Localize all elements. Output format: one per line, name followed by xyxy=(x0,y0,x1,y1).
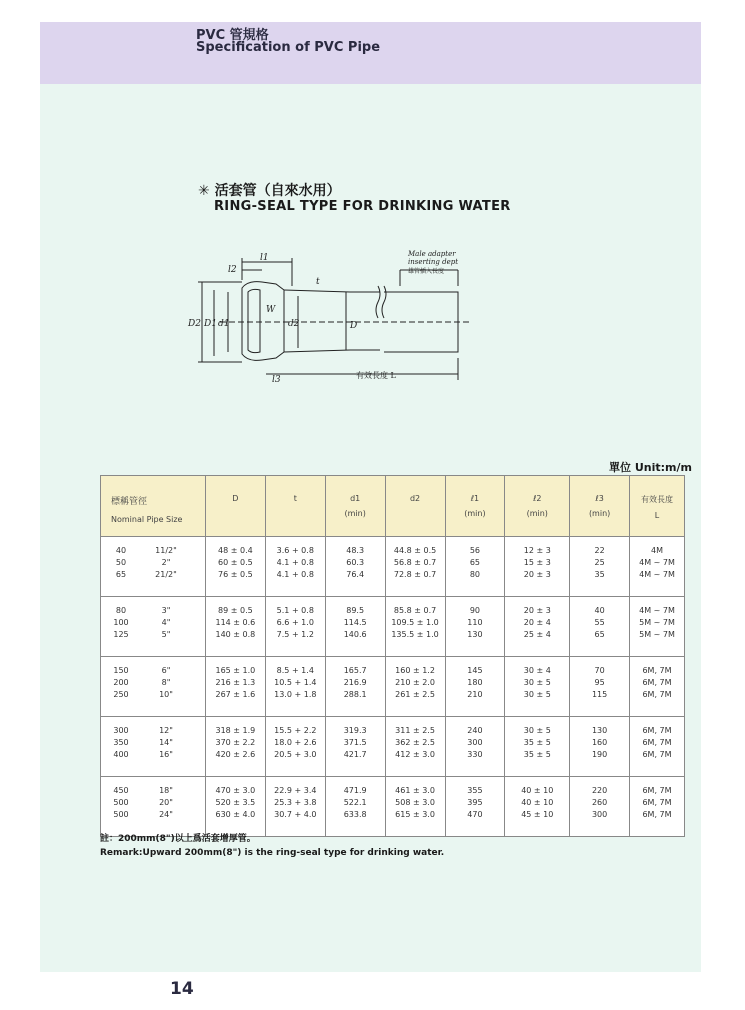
value-t: 18.0 + 2.6 xyxy=(274,738,317,747)
nominal-inch: 3" xyxy=(161,606,171,615)
value-l2: 20 ± 3 xyxy=(523,606,551,615)
header-D xyxy=(205,476,265,537)
value-L: 5M ~ 7M xyxy=(639,630,675,639)
label-D1: D1 xyxy=(204,319,217,329)
value-D: 165 ± 1.0 xyxy=(215,666,256,675)
value-t: 5.1 + 0.8 xyxy=(276,606,314,615)
value-d1: 522.1 xyxy=(343,798,367,807)
nominal-cell xyxy=(101,657,206,717)
nominal-mm: 50 xyxy=(115,558,127,567)
nominal-mm: 450 xyxy=(113,786,129,795)
value-t: 30.7 + 4.0 xyxy=(274,810,317,819)
cell-D xyxy=(205,657,265,717)
value-l2: 45 ± 10 xyxy=(521,810,554,819)
label-l1: l1 xyxy=(260,253,269,263)
header-L-label: L xyxy=(654,511,660,520)
value-d1: 471.9 xyxy=(343,786,367,795)
value-D: 114 ± 0.6 xyxy=(215,618,256,627)
value-l3: 130 xyxy=(591,726,608,735)
value-D: 520 ± 3.5 xyxy=(215,798,256,807)
value-d1: 48.3 xyxy=(346,546,365,555)
header-L xyxy=(630,476,685,537)
cell-d1 xyxy=(325,657,385,717)
value-l3: 115 xyxy=(591,690,608,699)
value-t: 25.3 + 3.8 xyxy=(274,798,317,807)
value-d1: 216.9 xyxy=(343,678,367,687)
value-D: 420 ± 2.6 xyxy=(215,750,256,759)
value-l1: 56 xyxy=(469,546,481,555)
cell-t xyxy=(265,717,325,777)
value-d2: 508 ± 3.0 xyxy=(395,798,435,807)
header-t xyxy=(265,476,325,537)
value-t: 20.5 + 3.0 xyxy=(274,750,317,759)
nominal-mm: 500 xyxy=(113,798,129,807)
cell-t xyxy=(265,657,325,717)
value-d1: 165.7 xyxy=(343,666,367,675)
value-L: 5M ~ 7M xyxy=(639,618,675,627)
value-d1: 140.6 xyxy=(343,630,367,639)
nominal-mm: 40 xyxy=(115,546,127,555)
header-title-zh: PVC 管規格 xyxy=(196,28,269,43)
value-L: 4M ~ 7M xyxy=(639,570,675,579)
table-row xyxy=(101,537,685,597)
section-title-zh: ✳ 活套管（自來水用） xyxy=(198,183,341,199)
value-L: 6M, 7M xyxy=(642,786,672,795)
cell-L xyxy=(630,597,685,657)
cell-t xyxy=(265,777,325,837)
cell-d2 xyxy=(385,597,445,657)
label-male-adapter-zh: 雄管插入長度 xyxy=(408,268,445,275)
value-l1: 355 xyxy=(467,786,483,795)
cell-D xyxy=(205,597,265,657)
value-l1: 110 xyxy=(467,618,483,627)
cell-l2 xyxy=(505,657,570,717)
value-t: 7.5 + 1.2 xyxy=(276,630,314,639)
value-t: 6.6 + 1.0 xyxy=(276,618,314,627)
nominal-inch: 14" xyxy=(159,738,173,747)
nominal-mm: 500 xyxy=(113,810,129,819)
value-d2: 615 ± 3.0 xyxy=(395,810,435,819)
value-l1: 80 xyxy=(469,570,481,579)
cell-l3 xyxy=(570,777,630,837)
value-d2: 412 ± 3.0 xyxy=(395,750,435,759)
header-l2 xyxy=(505,476,570,537)
value-l1: 180 xyxy=(467,678,483,687)
value-d2: 311 ± 2.5 xyxy=(395,726,435,735)
value-d2: 461 ± 3.0 xyxy=(395,786,435,795)
nominal-inch: 8" xyxy=(161,678,171,687)
value-l2: 40 ± 10 xyxy=(521,798,554,807)
nominal-inch: 24" xyxy=(159,810,173,819)
label-t: t xyxy=(316,277,320,287)
table-row xyxy=(101,777,685,837)
value-D: 318 ± 1.9 xyxy=(215,726,256,735)
value-L: 6M, 7M xyxy=(642,810,672,819)
nominal-mm: 200 xyxy=(113,678,129,687)
header-D-label: D xyxy=(232,494,239,503)
value-d2: 72.8 ± 0.7 xyxy=(393,570,437,579)
nominal-inch: 16" xyxy=(159,750,173,759)
cell-d2 xyxy=(385,657,445,717)
value-L: 6M, 7M xyxy=(642,690,672,699)
header-d1 xyxy=(325,476,385,537)
value-d2: 362 ± 2.5 xyxy=(395,738,435,747)
value-D: 76 ± 0.5 xyxy=(218,570,253,579)
value-d1: 288.1 xyxy=(343,690,367,699)
value-l2: 25 ± 4 xyxy=(523,630,551,639)
cell-t xyxy=(265,597,325,657)
value-t: 3.6 + 0.8 xyxy=(276,546,314,555)
nominal-inch: 4" xyxy=(161,618,171,627)
value-l3: 35 xyxy=(594,570,605,579)
header-l3-label: ℓ3 xyxy=(595,494,604,503)
header-l3 xyxy=(570,476,630,537)
value-d2: 160 ± 1.2 xyxy=(395,666,435,675)
value-l2: 20 ± 3 xyxy=(523,570,551,579)
value-l1: 395 xyxy=(467,798,483,807)
value-L: 6M, 7M xyxy=(642,750,672,759)
nominal-mm: 150 xyxy=(113,666,129,675)
value-L: 6M, 7M xyxy=(642,666,672,675)
value-t: 8.5 + 1.4 xyxy=(276,666,314,675)
header-title-en: Specification of PVC Pipe xyxy=(196,40,381,55)
header-nominal-en: Nominal Pipe Size xyxy=(111,515,183,524)
label-d1: d1 xyxy=(218,319,230,329)
value-l1: 130 xyxy=(467,630,483,639)
cell-l2 xyxy=(505,537,570,597)
label-D: D xyxy=(350,321,358,331)
table-row xyxy=(101,597,685,657)
value-l3: 160 xyxy=(591,738,608,747)
value-l1: 240 xyxy=(467,726,483,735)
label-d2: d2 xyxy=(288,319,300,329)
value-d1: 319.3 xyxy=(343,726,367,735)
cell-l1 xyxy=(445,597,505,657)
value-t: 13.0 + 1.8 xyxy=(274,690,317,699)
cell-l2 xyxy=(505,777,570,837)
value-L: 4M ~ 7M xyxy=(639,606,675,615)
cell-d2 xyxy=(385,537,445,597)
value-D: 267 ± 1.6 xyxy=(215,690,256,699)
spec-table xyxy=(100,475,685,837)
value-L: 4M ~ 7M xyxy=(639,558,675,567)
nominal-mm: 65 xyxy=(115,570,127,579)
value-d2: 109.5 ± 1.0 xyxy=(391,618,439,627)
label-l3: l3 xyxy=(272,375,281,385)
cell-L xyxy=(630,537,685,597)
header-nominal-zh: 標稱管徑 xyxy=(111,497,148,507)
header-d1-min: (min) xyxy=(344,509,366,518)
note-en: Remark:Upward 200mm(8") is the ring-seal type for drinking water. xyxy=(100,848,445,858)
header-d2-label: d2 xyxy=(409,494,421,503)
value-t: 4.1 + 0.8 xyxy=(276,558,314,567)
value-l1: 300 xyxy=(467,738,483,747)
table-row xyxy=(101,717,685,777)
value-t: 10.5 + 1.4 xyxy=(274,678,317,687)
nominal-inch: 10" xyxy=(159,690,173,699)
value-l2: 12 ± 3 xyxy=(523,546,551,555)
page-number: 14 xyxy=(170,979,194,999)
nominal-inch: 21/2" xyxy=(155,570,177,579)
label-W: W xyxy=(266,305,276,315)
value-l1: 145 xyxy=(467,666,483,675)
value-t: 4.1 + 0.8 xyxy=(276,570,314,579)
cell-D xyxy=(205,777,265,837)
note-zh: 註：200mm(8")以上爲活套增厚管。 xyxy=(100,834,256,844)
value-l2: 30 ± 5 xyxy=(523,726,551,735)
value-D: 470 ± 3.0 xyxy=(215,786,256,795)
value-l1: 330 xyxy=(467,750,483,759)
value-l3: 65 xyxy=(594,630,605,639)
value-D: 60 ± 0.5 xyxy=(218,558,253,567)
value-d1: 76.4 xyxy=(346,570,365,579)
unit-label: 單位 Unit:m/m xyxy=(609,461,692,474)
value-d2: 44.8 ± 0.5 xyxy=(393,546,437,555)
cell-d2 xyxy=(385,777,445,837)
value-l1: 65 xyxy=(469,558,481,567)
cell-D xyxy=(205,537,265,597)
value-d2: 210 ± 2.0 xyxy=(395,678,435,687)
nominal-mm: 300 xyxy=(113,726,129,735)
value-D: 630 ± 4.0 xyxy=(215,810,256,819)
value-l3: 25 xyxy=(594,558,605,567)
nominal-cell xyxy=(101,717,206,777)
cell-l3 xyxy=(570,717,630,777)
nominal-inch: 2" xyxy=(161,558,171,567)
cell-l2 xyxy=(505,597,570,657)
cell-d1 xyxy=(325,717,385,777)
nominal-inch: 6" xyxy=(161,666,171,675)
value-d2: 85.8 ± 0.7 xyxy=(393,606,437,615)
nominal-cell xyxy=(101,597,206,657)
header-l1-min: (min) xyxy=(464,509,486,518)
value-D: 370 ± 2.2 xyxy=(215,738,256,747)
nominal-inch: 18" xyxy=(159,786,173,795)
cell-l3 xyxy=(570,537,630,597)
value-D: 216 ± 1.3 xyxy=(215,678,256,687)
value-l2: 30 ± 4 xyxy=(523,666,551,675)
cell-l1 xyxy=(445,777,505,837)
value-l2: 20 ± 4 xyxy=(523,618,551,627)
nominal-inch: 11/2" xyxy=(155,546,177,555)
value-l3: 70 xyxy=(594,666,605,675)
value-d1: 633.8 xyxy=(343,810,367,819)
nominal-cell xyxy=(101,537,206,597)
header-nominal xyxy=(101,476,206,537)
nominal-inch: 12" xyxy=(159,726,173,735)
value-L: 6M, 7M xyxy=(642,726,672,735)
section-title-en: RING-SEAL TYPE FOR DRINKING WATER xyxy=(214,199,511,214)
value-l3: 55 xyxy=(594,618,605,627)
value-L: 6M, 7M xyxy=(642,738,672,747)
value-t: 22.9 + 3.4 xyxy=(274,786,317,795)
value-l3: 260 xyxy=(591,798,608,807)
header-l1-label: ℓ1 xyxy=(470,494,480,503)
cell-d1 xyxy=(325,777,385,837)
value-l2: 30 ± 5 xyxy=(523,690,551,699)
value-d1: 371.5 xyxy=(343,738,367,747)
value-l3: 220 xyxy=(591,786,608,795)
header-d1-label: d1 xyxy=(350,494,361,503)
cell-L xyxy=(630,717,685,777)
value-l3: 300 xyxy=(591,810,608,819)
header-l2-label: ℓ2 xyxy=(533,494,542,503)
value-d1: 60.3 xyxy=(346,558,365,567)
header-L-zh: 有效長度 xyxy=(641,495,673,504)
cell-d1 xyxy=(325,597,385,657)
value-l2: 15 ± 3 xyxy=(523,558,551,567)
cell-l1 xyxy=(445,657,505,717)
value-d2: 261 ± 2.5 xyxy=(395,690,435,699)
value-l3: 190 xyxy=(591,750,608,759)
nominal-mm: 80 xyxy=(115,606,127,615)
cell-L xyxy=(630,777,685,837)
value-d1: 421.7 xyxy=(343,750,367,759)
value-l2: 35 ± 5 xyxy=(523,738,551,747)
table-header-row xyxy=(101,476,685,537)
value-D: 48 ± 0.4 xyxy=(218,546,253,555)
label-D2: D2 xyxy=(188,319,201,329)
cell-l1 xyxy=(445,537,505,597)
value-l3: 40 xyxy=(594,606,605,615)
table-row xyxy=(101,657,685,717)
nominal-inch: 20" xyxy=(159,798,173,807)
nominal-mm: 400 xyxy=(113,750,129,759)
nominal-inch: 5" xyxy=(161,630,171,639)
header-t-label: t xyxy=(293,494,297,503)
value-L: 6M, 7M xyxy=(642,678,672,687)
value-l3: 22 xyxy=(594,546,605,555)
label-effective-length: 有效長度 L xyxy=(356,371,396,380)
value-t: 15.5 + 2.2 xyxy=(274,726,317,735)
value-D: 89 ± 0.5 xyxy=(218,606,253,615)
cell-D xyxy=(205,717,265,777)
cell-t xyxy=(265,537,325,597)
header-d2 xyxy=(385,476,445,537)
label-l2: l2 xyxy=(228,265,237,275)
value-D: 140 ± 0.8 xyxy=(215,630,256,639)
header-l1 xyxy=(445,476,505,537)
value-l3: 95 xyxy=(594,678,605,687)
value-d1: 89.5 xyxy=(346,606,365,615)
header-l3-min: (min) xyxy=(588,509,611,518)
nominal-cell xyxy=(101,777,206,837)
nominal-mm: 350 xyxy=(113,738,129,747)
header-l2-min: (min) xyxy=(526,509,548,518)
value-l2: 35 ± 5 xyxy=(523,750,551,759)
cell-d2 xyxy=(385,717,445,777)
pipe-diagram xyxy=(180,240,480,390)
label-male-adapter-2: inserting dept xyxy=(408,258,459,266)
value-L: 4M xyxy=(651,546,663,555)
cell-d1 xyxy=(325,537,385,597)
cell-l2 xyxy=(505,717,570,777)
value-L: 6M, 7M xyxy=(642,798,672,807)
value-d2: 56.8 ± 0.7 xyxy=(393,558,437,567)
value-l2: 30 ± 5 xyxy=(523,678,551,687)
cell-L xyxy=(630,657,685,717)
value-l1: 90 xyxy=(469,606,481,615)
value-l1: 470 xyxy=(467,810,483,819)
cell-l1 xyxy=(445,717,505,777)
value-d1: 114.5 xyxy=(343,618,367,627)
value-l2: 40 ± 10 xyxy=(521,786,554,795)
cell-l3 xyxy=(570,597,630,657)
nominal-mm: 250 xyxy=(113,690,129,699)
value-d2: 135.5 ± 1.0 xyxy=(391,630,439,639)
value-l1: 210 xyxy=(467,690,483,699)
nominal-mm: 100 xyxy=(113,618,129,627)
nominal-mm: 125 xyxy=(113,630,129,639)
label-male-adapter-1: Male adapter xyxy=(408,250,456,258)
cell-l3 xyxy=(570,657,630,717)
